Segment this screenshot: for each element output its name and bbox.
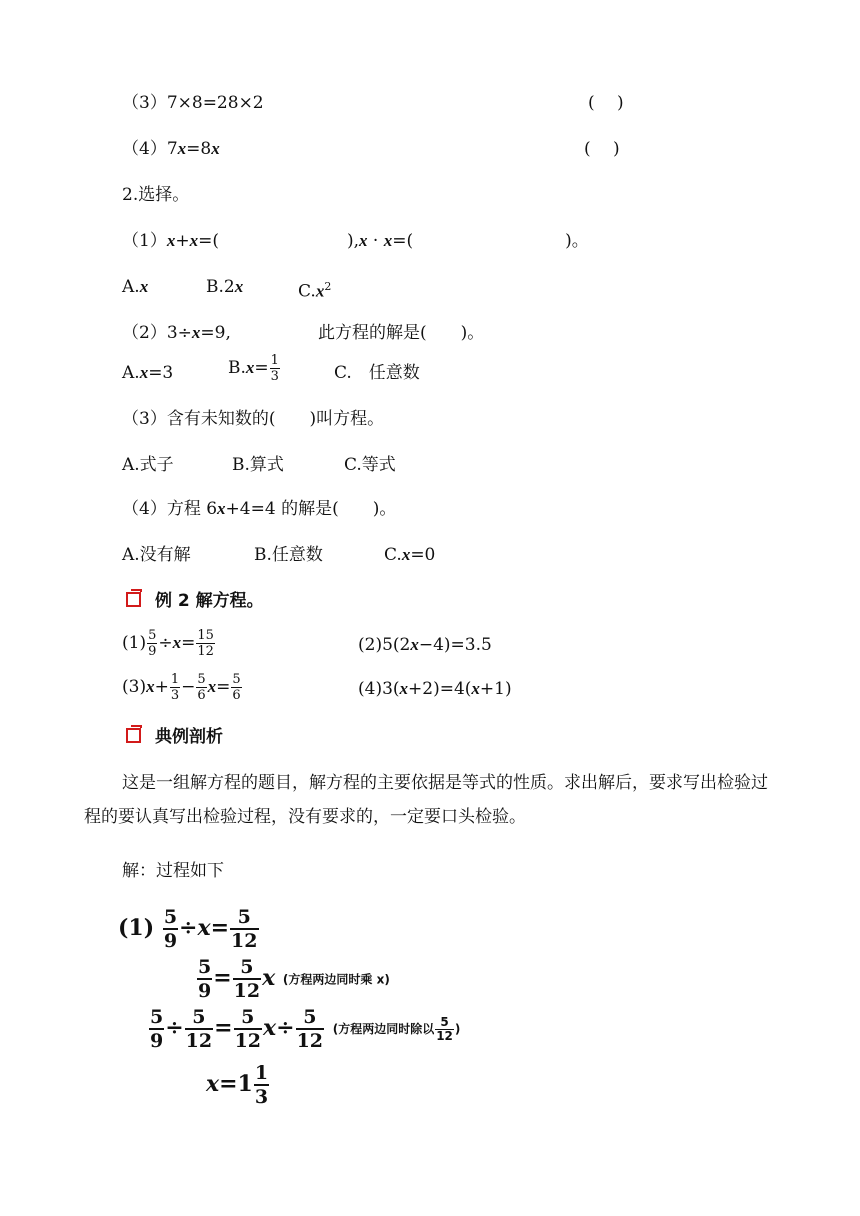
bullet-square-icon (126, 728, 141, 743)
solve-label: 解：过程如下 (122, 861, 224, 881)
example-problem-4: (4)3(x+2)=4(x+1) (358, 679, 512, 699)
fraction: $\frac{15}{12}$ (197, 628, 214, 659)
solution-line-4: x=1 $\frac{1}{3}$ (206, 1062, 269, 1108)
select-title: 2.选择。 (122, 185, 190, 205)
fraction: $\frac{5}{9}$ (163, 906, 178, 952)
judge-q4: （4）7x=8x (122, 139, 220, 159)
select-q1: （1）x+x=( ),x · x=( )。 (122, 231, 589, 251)
fraction: $\frac{5}{12}$ (296, 1006, 324, 1052)
solution-note-divide: (方程两边同时除以 $\frac{5}{12}$ ) (332, 1014, 461, 1043)
example-problem-2: (2)5(2x−4)=3.5 (358, 635, 492, 655)
select-q2: （2）3÷x=9, (122, 323, 231, 343)
fraction: $\frac{5}{12}$ (185, 1006, 213, 1052)
select-q4-option-a: A.没有解 (122, 545, 191, 565)
fraction: $\frac{5}{12}$ (231, 906, 258, 952)
fraction: $\frac{5}{9}$ (148, 628, 157, 659)
select-q3-option-c: C.等式 (344, 455, 396, 475)
select-q3: （3）含有未知数的( )叫方程。 (122, 409, 385, 429)
judge-q3: （3）7×8=28×2 (122, 93, 264, 113)
example-problem-1: (1) $\frac{5}{9}$ ÷x= $\frac{15}{12}$ (122, 628, 214, 659)
select-q1-option-a: A.x (122, 277, 149, 297)
fraction: $\frac{5}{12}$ (234, 1006, 262, 1052)
fraction: $\frac{5}{6}$ (197, 672, 206, 703)
fraction: $\frac{5}{12}$ (233, 956, 261, 1002)
fraction: $\frac{1}{3}$ (254, 1062, 269, 1108)
fraction: $\frac{1}{3}$ (270, 353, 279, 384)
judge-q3-blank: ( ) (588, 93, 624, 113)
fraction: $\frac{1}{3}$ (170, 672, 180, 703)
solution-line-1: (1) $\frac{5}{9}$ ÷x= $\frac{5}{12}$ (118, 906, 258, 952)
select-q1-option-b: B.2x (206, 277, 244, 297)
select-q2-tail: 此方程的解是( )。 (318, 323, 485, 343)
analysis-heading: 典例剖析 (126, 726, 223, 748)
fraction: $\frac{5}{12}$ (436, 1014, 453, 1043)
select-q4-option-b: B.任意数 (254, 545, 323, 565)
solution-note-multiply: (方程两边同时乘 x) (282, 972, 390, 987)
judge-q4-blank: ( ) (584, 139, 620, 159)
select-q2-option-b: B.x= $\frac{1}{3}$ (228, 353, 279, 384)
analysis-text: 这是一组解方程的题目，解方程的主要依据是等式的性质。求出解后，要求写出检验过程的要认真写出检验过程，没有要求的，一定要口头检验。 (84, 773, 768, 827)
fraction: $\frac{5}{6}$ (232, 672, 241, 703)
example-heading: 例 2 解方程。 (126, 590, 264, 612)
select-q2-option-c: C. 任意数 (334, 363, 420, 383)
select-q2-option-a: A.x=3 (122, 363, 174, 383)
fraction: $\frac{5}{9}$ (150, 1006, 164, 1052)
bullet-square-icon (126, 592, 141, 607)
select-q4: （4）方程 6x+4=4 的解是( )。 (122, 499, 397, 519)
select-q3-option-b: B.算式 (232, 455, 284, 475)
solution-line-3: $\frac{5}{9}$ ÷ $\frac{5}{12}$ = $\frac{5}{12}$ x÷ $\frac{5}{12}$ (方程两边同时除以 $\frac{5}{12}$ ) (150, 1006, 461, 1052)
select-q4-option-c: C.x=0 (384, 545, 436, 565)
solution-line-2: $\frac{5}{9}$ = $\frac{5}{12}$ x (方程两边同时乘 x) (198, 956, 390, 1002)
example-problem-3: (3)x+ $\frac{1}{3}$ − $\frac{5}{6}$ x= $\frac{5}{6}$ (122, 672, 241, 703)
fraction: $\frac{5}{9}$ (198, 956, 212, 1002)
select-q1-option-c: $C.x^2$ (298, 280, 332, 302)
select-q3-option-a: A.式子 (122, 455, 174, 475)
